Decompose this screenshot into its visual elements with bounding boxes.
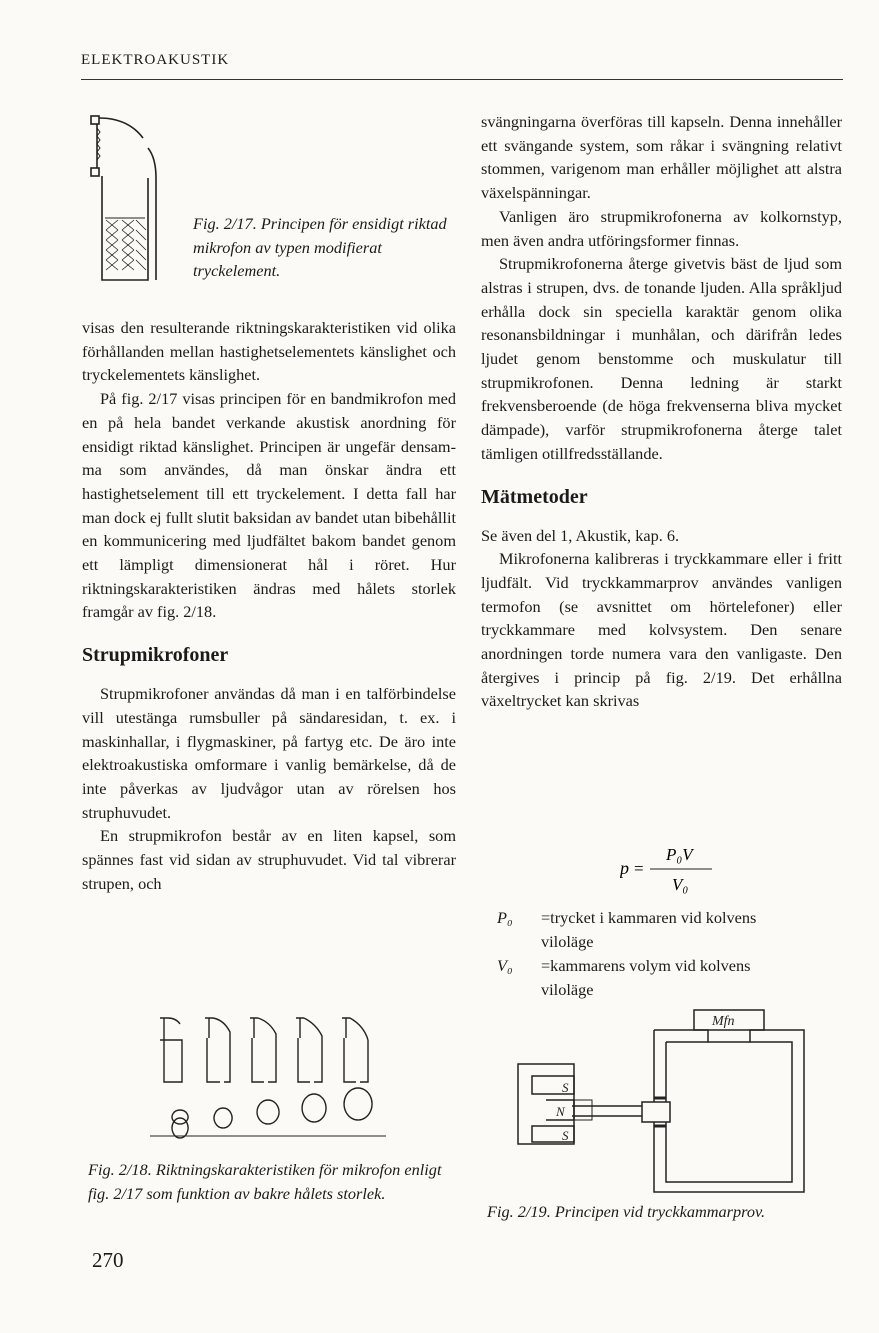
- fig18-pattern-1: [172, 1110, 188, 1138]
- fig19-drawing: [512, 1006, 812, 1198]
- definition-symbol: V₀: [497, 956, 513, 975]
- left-paragraph-4: En strupmikrofon består av en liten kapsel, som spännes fast vid sidan av struphuvudet. Vid tal vibrerar strupen, och: [82, 826, 456, 893]
- fig18-mic-2: [205, 1018, 230, 1082]
- definition-text: =kammarens volym vid kolvens: [541, 956, 751, 975]
- fig18-mic-1: [160, 1018, 182, 1082]
- fig19-label-s-bottom: S: [562, 1128, 569, 1143]
- definition-row: [497, 906, 842, 930]
- definition-row: [497, 954, 842, 978]
- definition-text: =trycket i kammaren vid kolvens: [541, 908, 757, 927]
- fig18-mic-3: [250, 1018, 276, 1082]
- fig19-label-n: N: [556, 1104, 565, 1119]
- fig18-pattern-4: [302, 1094, 326, 1122]
- fig19-chamber-outer: [654, 1030, 804, 1192]
- fig18-mic-4: [296, 1018, 322, 1082]
- fig19-chamber-inner: [666, 1042, 792, 1182]
- pressure-formula: [620, 838, 740, 898]
- fig17-drawing: [88, 108, 168, 288]
- right-paragraph-1: svängningarna överföras till kapseln. Denna innehåller ett svängande system, som råkar i svängning relativt stommen, varigenom man erhåller möjlighet att alstra växelspänningar.: [481, 112, 842, 203]
- fig17-clamp-top: [91, 116, 99, 124]
- running-header: ELEKTROAKUSTIK: [81, 52, 230, 68]
- fig17-clamp-bottom: [91, 168, 99, 176]
- right-paragraph-5: Mikrofonerna kalibreras i tryckkammare eller i fritt ljudfält. Vid tryckkammarprov användes vanligen termofon (se avsnittet om hörtelefoner) eller tryckkammare med kolvsystem. Den senare anordningen torde numera vara den vanligaste. Den återgives i princip på fig. 2/19. Det erhållna växeltrycket kan skrivas: [481, 549, 842, 711]
- left-paragraph-2: På fig. 2/17 visas principen för en bandmikrofon med en på hela bandet verkande akustisk anordning för ensidigt riktad känslighet. Principen är ungefär densamma som användes, då man önskar ändra ett hastighetselement till ett tryckelement. I detta fall har man dock ej fullt slutit baksidan av bandet utan bibehållit en kommunicering med ljudfältet bakom bandet genom ett lämpligt dimensionerat hål i röret. Hur riktningskarakteristiken ändras med hålets storlek framgår av fig. 2/18.: [82, 389, 456, 622]
- definition-continuation: viloläge: [541, 980, 594, 999]
- right-paragraph-4: Se även del 1, Akustik, kap. 6.: [481, 525, 680, 545]
- section-heading-strupmikrofoner: Strupmikrofoner: [82, 644, 229, 667]
- fig19-piston-rod: [572, 1106, 642, 1116]
- right-column: [481, 110, 842, 713]
- fig19-label-mfn: Mfn: [712, 1014, 735, 1029]
- fig18-pattern-2: [214, 1108, 232, 1128]
- formula-equals: =: [634, 859, 644, 878]
- definition-symbol: P₀: [497, 908, 513, 927]
- right-paragraph-2: Vanligen äro strupmikrofonerna av kolkornstyp, men även andra utföringsformer finnas.: [481, 206, 842, 250]
- left-column: [82, 316, 456, 895]
- formula-lhs: p: [620, 858, 629, 878]
- page-number: 270: [92, 1248, 124, 1272]
- fig18-caption: Fig. 2/18. Riktningskarakteristiken för mikrofon enligt fig. 2/17 som funktion av bakre hålets storlek.: [88, 1160, 442, 1203]
- left-paragraph-3: Strupmikrofoner användas då man i en talförbindelse vill utestänga rumsbuller på sändaresidan, t. ex. i maskinhallar, i flygmaskiner, på fartyg etc. De äro inte elektroakustiska omformare i vanlig bemärkelse, då de inte påverkas av ljudvågor utan av rörelsen hos struphuvudet.: [82, 684, 456, 822]
- fig18-mic-5: [342, 1018, 368, 1082]
- formula-numerator: P₀V: [666, 845, 693, 864]
- section-heading-matmetoder: Mätmetoder: [481, 485, 588, 508]
- definition-continuation: viloläge: [541, 932, 594, 951]
- fig18-pattern-5: [344, 1088, 372, 1120]
- fig18-pattern-3: [257, 1100, 279, 1124]
- symbol-definitions: [497, 906, 842, 1002]
- fig18-drawing: [150, 1010, 390, 1155]
- header-rule: [81, 79, 843, 80]
- fig19-piston: [642, 1102, 670, 1122]
- left-paragraph-1: visas den resulterande riktningskarakteristiken vid olika förhållanden mellan hastighetselementets känslighet och tryckelementets känslighet.: [82, 318, 456, 385]
- fig19-label-s-top: S: [562, 1080, 569, 1095]
- right-paragraph-3: Strupmikrofonerna återge givetvis bäst de ljud som alstras i strupen, dvs. de tonande ljuden. Alla språkljud erhålla dock sin speciella karaktär genom olika resonansbildningar i munhålan, och därifrån ledes ljudet genom benstomme och muskulatur till strupmikrofonen. Denna ledning är starkt frekvensberoende (de höga frekvenserna bliva mycket dämpade), varför strupmikrofonerna återge talet tämligen otillfredsställande.: [481, 254, 842, 463]
- fig19-caption: Fig. 2/19. Principen vid tryckkammarprov.: [487, 1202, 766, 1221]
- fig17-curved-tube: [99, 118, 143, 138]
- fig17-caption: Fig. 2/17. Principen för ensidigt riktad mikrofon av typen modifierat tryckelement.: [193, 214, 447, 281]
- formula-denominator: V₀: [672, 875, 689, 894]
